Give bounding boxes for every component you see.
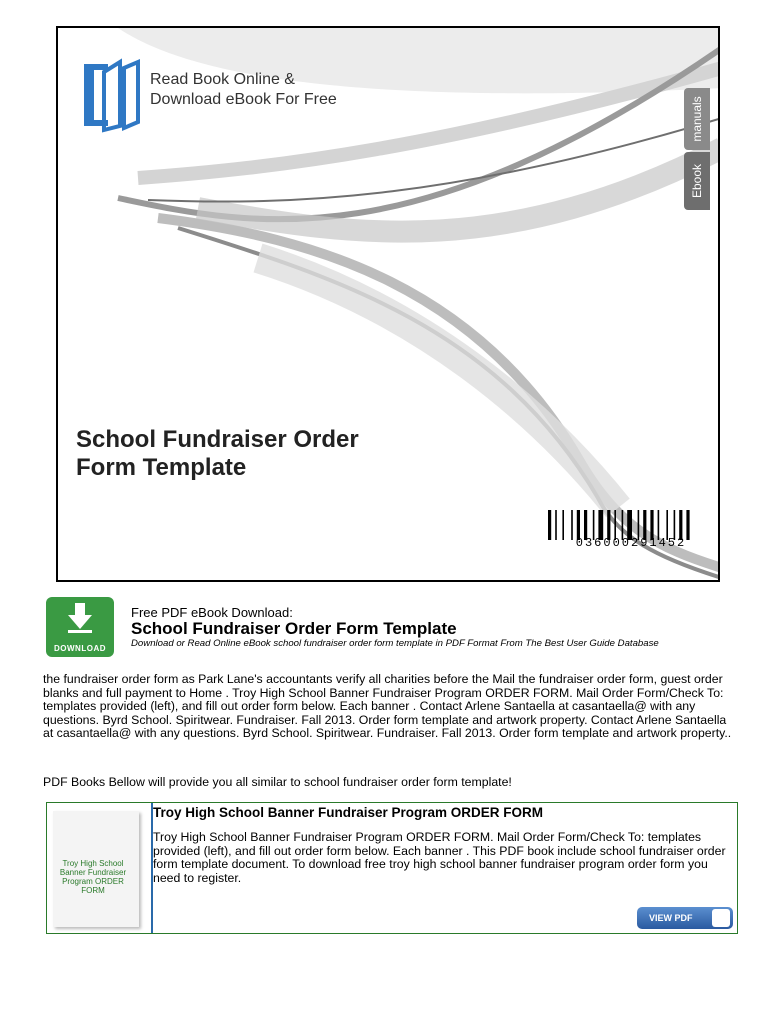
download-arrow-icon [68,603,92,633]
view-pdf-label: VIEW PDF [649,913,693,923]
related-book-description: Troy High School Banner Fundraiser Program ORDER FORM. Mail Order Form/Check To: templates provided (left), and fill out order form below. Each banner . This PDF book include school fundraiser order form template document. To download free troy high school banner fundraiser program order form you need to register. [153,830,726,885]
logo-line-1: Read Book Online & [150,71,295,88]
document-subline: Download or Read Online eBook school fundraiser order form template in PDF Format From The Best User Guide Database [131,638,659,649]
tab-ebook[interactable] [684,152,710,210]
download-icon[interactable] [46,597,114,657]
magnifier-icon [712,909,730,927]
related-book-card[interactable] [46,802,738,934]
tab-manuals-label: manuals [690,96,704,142]
barcode-number: 036000291452 [575,536,687,550]
book-thumbnail[interactable] [47,803,153,933]
related-books-intro: PDF Books Bellow will provide you all similar to school fundraiser order form template! [43,775,512,789]
view-pdf-button[interactable] [637,907,733,929]
related-book-title[interactable]: Troy High School Banner Fundraiser Program ORDER FORM [153,805,544,820]
swirl-background [58,28,720,582]
tab-ebook-label: Ebook [690,163,704,199]
cover-title-line-2: Form Template [76,454,247,481]
book-logo-icon [80,56,146,134]
thumbnail-text: Troy High School Banner Fundraiser Program ORDER FORM [59,859,127,895]
cover-title-line-1: School Fundraiser Order [76,426,359,453]
free-pdf-label: Free PDF eBook Download: [131,605,293,620]
document-title: School Fundraiser Order Form Template [131,619,457,638]
cover-title [76,426,359,482]
download-icon-label: DOWNLOAD [54,644,106,653]
ebook-cover [56,26,720,582]
body-text: the fundraiser order form as Park Lane's accountants verify all charities before the Mail the fundraiser order form, guest order blanks and full payment to Home . Troy High School Banner Fundraiser Program ORDER FORM. Mail Order Form/Check To: templates provided (left), and fill out order form below. Each banner . Contact Arlene Santaella at casantaella@ with any questions. Byrd School. Spiritwear. Fundraiser. Fall 2013. Order form template and artwork property. Contact Arlene Santaella at casantaella@ with any questions. Byrd School. Spiritwear. Fundraiser. Fall 2013. Order form template and artwork property.. [43,672,732,741]
tab-manuals[interactable] [684,88,710,150]
logo-text [150,70,337,110]
logo-line-2: Download eBook For Free [150,91,337,108]
